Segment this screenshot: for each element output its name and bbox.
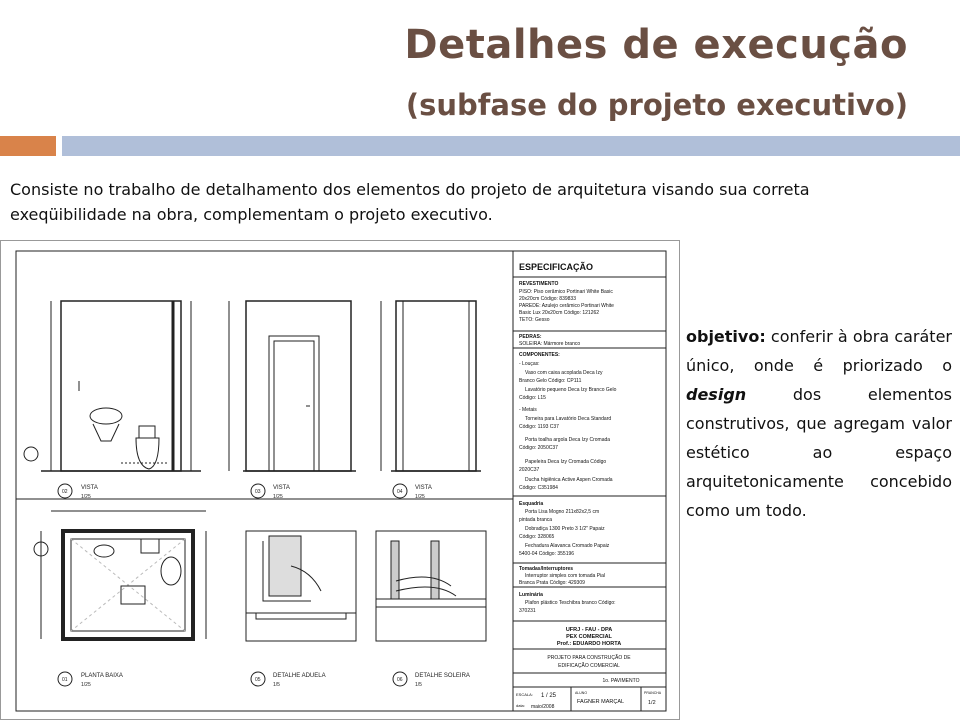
footer-org: PEX COMERCIAL: [566, 634, 612, 640]
view-scale: 1/5: [273, 682, 280, 688]
footer-date-label: data:: [516, 703, 525, 708]
accent-bar-orange: [0, 136, 56, 156]
spec-line: Dobradiça 1300 Preto 3 1/2" Papaiz: [525, 526, 605, 532]
spec-line: Basic Lux 20x20cm Código: 121262: [519, 310, 600, 316]
view-scale: 1/25: [81, 494, 91, 500]
spec-line: Lavatório pequeno Deca Izy Branco Gelo: [525, 387, 617, 393]
spec-line: Fechadura Alavanca Cromado Papaiz: [525, 543, 610, 549]
objective-paragraph: [686, 322, 952, 525]
view-scale: 1/25: [273, 494, 283, 500]
spec-line: pintada branca: [519, 517, 553, 523]
view-label-num: 04: [397, 489, 403, 495]
spec-line: SOLEIRA: Mármore branco: [519, 341, 581, 347]
spec-line: - Metais: [519, 407, 537, 413]
spec-section-title: REVESTIMENTO: [519, 281, 559, 287]
view-label: DETALHE SOLEIRA: [415, 673, 470, 679]
view-label-num: 03: [255, 489, 261, 495]
footer-sheet: 1/2: [648, 700, 656, 706]
footer-project: EDIFICAÇÃO COMERCIAL: [558, 663, 620, 669]
slide-subtitle: (subfase do projeto executivo): [405, 88, 908, 122]
spec-line: 2020C37: [519, 467, 540, 473]
slide-title: Detalhes de execução: [404, 22, 908, 68]
view-scale: 1/25: [415, 494, 425, 500]
objective-emphasis: design: [686, 385, 747, 404]
view-06-detail: [376, 531, 486, 641]
spec-line: - Louças:: [519, 361, 540, 367]
view-label: DETALHE ADUELA: [273, 673, 326, 679]
objective-text-2: dos elementos construtivos, que agregam valor estético ao espaço arquitetonicamente concebido como um todo.: [686, 385, 952, 520]
objective-label: objetivo:: [686, 327, 766, 346]
spec-line: Torneira para Lavatório Deca Standard: [525, 416, 612, 422]
view-04-elevation: [381, 301, 481, 471]
footer-scale-value: 1 / 25: [541, 693, 557, 699]
spec-line: TETO: Gesso: [519, 317, 550, 323]
spec-line: 370231: [519, 608, 536, 614]
technical-drawing: [0, 240, 680, 720]
view-scale: 1/5: [415, 682, 422, 688]
footer-org: UFRJ - FAU - DPA: [565, 627, 613, 633]
spec-section-title: Esquadria: [519, 501, 544, 507]
technical-drawing-svg: [1, 241, 679, 719]
spec-line: Branco Gelo Código: CP111: [519, 378, 582, 384]
spec-section-title: Luminária: [519, 592, 543, 598]
spec-header: ESPECIFICAÇÃO: [519, 262, 594, 272]
view-01-plan: [41, 511, 206, 639]
footer-student-label: ALUNO: [575, 691, 588, 695]
view-05-detail: [246, 531, 356, 641]
spec-line: 20x20cm Código: 839833: [519, 296, 576, 302]
spec-section-title: COMPONENTES:: [519, 352, 560, 358]
spec-line: 5400-04 Código: 355196: [519, 551, 575, 557]
view-label-num: 01: [62, 677, 68, 683]
view-label: VISTA: [415, 485, 432, 491]
view-03-elevation: [229, 301, 356, 471]
spec-line: Ducha higiênica Active Aspen Cromada: [525, 477, 613, 483]
footer-project: PROJETO PARA CONSTRUÇÃO DE: [547, 655, 631, 661]
spec-line: Interruptor simples com tomada Pial: [525, 573, 606, 579]
spec-line: Vaso com caixa acoplada Deca Izy: [525, 370, 603, 376]
spec-line: Código: 328065: [519, 534, 555, 540]
footer-sheet-label: PRANCHA: [644, 691, 662, 695]
spec-section-title: Tomadas/Interruptores: [519, 566, 574, 572]
footer-scale-label: ESCALA:: [516, 692, 533, 697]
spec-line: PAREDE: Azulejo cerâmico Portinari White: [519, 303, 614, 309]
spec-line: Branca Prata Código: 429309: [519, 580, 585, 586]
spec-line: Plafon plástico Teschibra branco Código:: [525, 600, 616, 606]
view-02-elevation: [41, 301, 201, 471]
accent-bar-blue: [62, 136, 960, 156]
footer-student: FAGNER MARÇAL: [577, 699, 625, 705]
spec-line: Papeleira Deca Izy Cromada Código: [525, 459, 607, 465]
objective-text-1: conferir à obra caráter único, onde é priorizado o: [686, 327, 952, 375]
spec-line: Código: C351984: [519, 485, 558, 491]
view-label-num: 06: [397, 677, 403, 683]
view-label-num: 05: [255, 677, 261, 683]
spec-line: PISO: Piso cerâmico Portinari White Basic: [519, 289, 613, 295]
spec-line: Código: 1193 C37: [519, 424, 559, 430]
view-label: VISTA: [273, 485, 290, 491]
view-label-num: 02: [62, 489, 68, 495]
footer-floor: 1o. PAVIMENTO: [602, 678, 640, 684]
spec-line: Código: L15: [519, 395, 546, 401]
spec-line: Código: 2050C37: [519, 445, 558, 451]
intro-paragraph: Consiste no trabalho de detalhamento dos elementos do projeto de arquitetura visando sua correta exeqüibilidade na obra, complementam o projeto executivo.: [10, 180, 810, 224]
spec-line: Porta Lisa Mogno 211x82x2,5 cm: [525, 509, 600, 515]
view-label: VISTA: [81, 485, 98, 491]
footer-org: Prof.: EDUARDO HORTA: [556, 641, 622, 647]
view-scale: 1/25: [81, 682, 91, 688]
spec-line: Porta toalha argola Deca Izy Cromada: [525, 437, 611, 443]
footer-date-value: maio/2008: [531, 704, 555, 710]
view-label: PLANTA BAIXA: [81, 673, 123, 679]
spec-section-title: PEDRAS:: [519, 334, 542, 340]
